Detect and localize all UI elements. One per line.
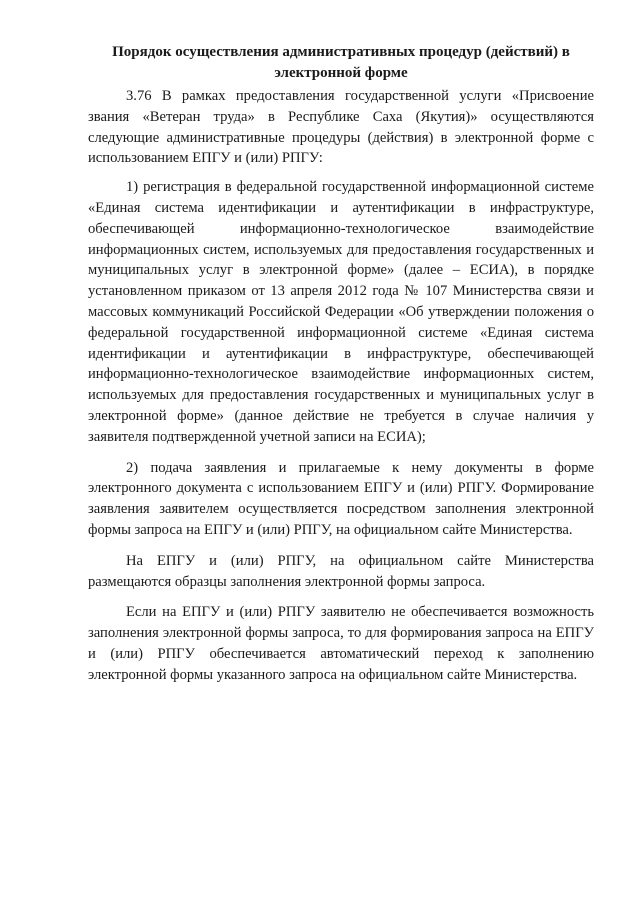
paragraph-item-2-application-submission: 2) подача заявления и прилагаемые к нему документы в форме электронного документа с использованием ЕПГУ и (или) РПГУ. Формирование заявления заявителем осуществляется посредством заполнения электронной формы запроса на ЕПГУ и (или) РПГУ, на официальном сайте Министерства. [88,459,594,538]
document-body [88,86,594,696]
paragraph-intro: 3.76 В рамках предоставления государственной услуги «Присвоение звания «Ветеран труда» в Республике Саха (Якутия)» осуществляются следующие административные процедуры (действия) в электронной форме с использованием ЕПГУ и (или) РПГУ: [88,88,594,167]
document-title-line-1: Порядок осуществления административных процедур (действий) в [112,44,570,60]
document-title-line-2: электронной форме [274,65,408,81]
paragraph-form-samples: На ЕПГУ и (или) РПГУ, на официальном сайте Министерства размещаются образцы заполнения электронной формы запроса. [88,552,594,590]
paragraph-item-1-esia-registration: 1) регистрация в федеральной государственной информационной системе «Единая система идентификации и аутентификации в инфраструктуре, обеспечивающей информационно-технологическое взаимодействие информационных систем, используемых для предоставления государственных и муниципальных услуг в электронной форме» (далее – ЕСИА), в порядке установленном приказом от 13 апреля 2012 года № 107 Министерства связи и массовых коммуникаций Российской Федерации «Об утверждении положения о федеральной государственной информационной системе «Единая система идентификации и аутентификации в инфраструктуре, обеспечивающей информационно-технологическое взаимодействие информационных систем, используемых для предоставления государственных и муниципальных услуг в электронной форме» (данное действие не требуется в случае наличия у заявителя подтвержденной учетной записи на ЕСИА); [88,179,594,445]
paragraph-automatic-redirect: Если на ЕПГУ и (или) РПГУ заявителю не обеспечивается возможность заполнения электронной формы запроса, то для формирования запроса на ЕПГУ и (или) РПГУ обеспечивается автоматический переход к заполнению электронной формы указанного запроса на официальном сайте Министерства. [88,604,594,683]
document-title [88,42,594,84]
